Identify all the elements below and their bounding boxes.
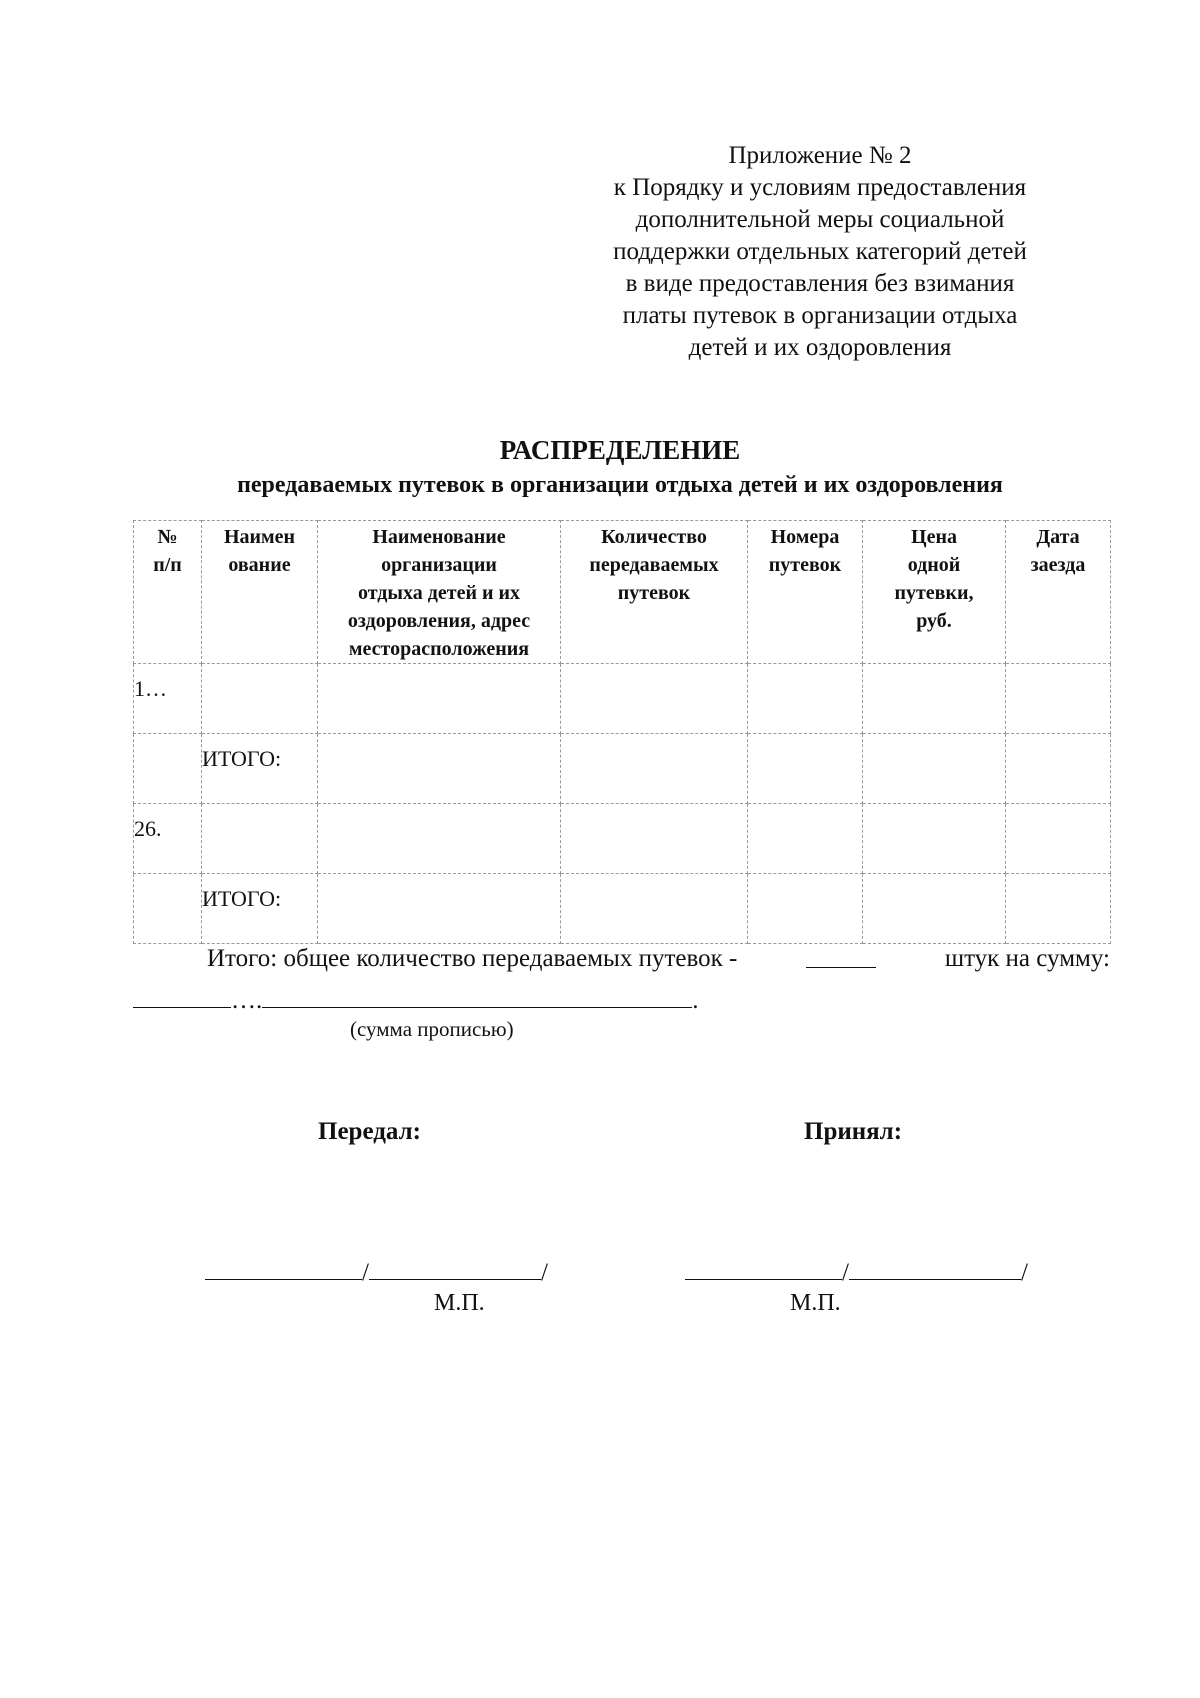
total-count-text: Итого: общее количество передаваемых путевок - xyxy=(207,945,738,972)
header-cell-organization xyxy=(318,521,561,664)
appendix-line: в виде предоставления без взимания xyxy=(625,270,1015,297)
total-count-blank xyxy=(806,945,876,968)
total-sum-text: штук на сумму: xyxy=(944,945,1110,972)
header-text: Наимен ование xyxy=(223,526,296,576)
appendix-line: поддержки отдельных категорий детей xyxy=(613,238,1027,265)
empty-cell xyxy=(748,664,863,734)
signature-separator: / xyxy=(362,1259,369,1286)
sum-dots: …. xyxy=(231,987,263,1014)
passed-by-heading: Передал: xyxy=(318,1118,421,1145)
empty-cell xyxy=(561,874,748,944)
signature-blank xyxy=(685,1257,842,1280)
empty-cell xyxy=(318,804,561,874)
header-text: Наименование организации отдыха детей и их оздоровления, адрес месторасположения xyxy=(347,526,531,660)
table-row xyxy=(134,664,1111,734)
empty-cell xyxy=(561,804,748,874)
empty-cell xyxy=(561,664,748,734)
header-cell-arrival-date xyxy=(1006,521,1111,664)
empty-cell xyxy=(1006,664,1111,734)
empty-cell xyxy=(863,734,1006,804)
table-row xyxy=(134,874,1111,944)
empty-cell xyxy=(1006,804,1111,874)
table-row xyxy=(134,804,1111,874)
empty-cell xyxy=(318,664,561,734)
header-cell-voucher-numbers xyxy=(748,521,863,664)
appendix-line: к Порядку и условиям предоставления xyxy=(613,174,1027,201)
sum-blank-short xyxy=(133,985,231,1008)
distribution-table xyxy=(133,520,1111,944)
header-cell-price xyxy=(863,521,1006,664)
empty-cell xyxy=(863,804,1006,874)
header-text: Номера путевок xyxy=(768,526,842,576)
empty-cell xyxy=(863,664,1006,734)
empty-cell xyxy=(748,874,863,944)
table-row xyxy=(134,734,1111,804)
row-name-cell xyxy=(202,804,318,874)
row-name-cell xyxy=(202,664,318,734)
sum-in-words-line xyxy=(133,985,699,1015)
signature-separator: / xyxy=(1020,1259,1028,1286)
empty-cell xyxy=(561,734,748,804)
signature-separator: / xyxy=(540,1259,548,1286)
passed-signature-line xyxy=(205,1257,548,1287)
appendix-line: платы путевок в организации отдыха xyxy=(622,302,1018,329)
sum-blank-long xyxy=(262,985,692,1008)
empty-cell xyxy=(748,734,863,804)
row-number-cell: 1… xyxy=(134,664,202,734)
received-signature-line xyxy=(685,1257,1028,1287)
header-text: Цена одной путевки, руб. xyxy=(894,526,974,632)
row-name-cell: ИТОГО: xyxy=(202,874,318,944)
appendix-line: дополнительной меры социальной xyxy=(635,206,1005,233)
row-number-cell xyxy=(134,734,202,804)
header-text: Дата заезда xyxy=(1030,526,1086,576)
document-title: РАСПРЕДЕЛЕНИЕ xyxy=(499,435,741,465)
header-text: № п/п xyxy=(153,526,182,576)
name-blank xyxy=(369,1257,541,1280)
empty-cell xyxy=(1006,734,1111,804)
empty-cell xyxy=(318,734,561,804)
empty-cell xyxy=(318,874,561,944)
row-number-cell xyxy=(134,874,202,944)
table-header-row xyxy=(134,521,1111,664)
appendix-line: детей и их оздоровления xyxy=(688,334,952,361)
received-by-heading: Принял: xyxy=(804,1118,903,1145)
appendix-block xyxy=(570,140,1070,364)
appendix-line: Приложение № 2 xyxy=(728,142,912,169)
total-line xyxy=(207,945,1110,973)
sum-in-words-caption: (сумма прописью) xyxy=(350,1017,514,1041)
name-blank xyxy=(849,1257,1021,1280)
row-name-cell: ИТОГО: xyxy=(202,734,318,804)
signature-separator: / xyxy=(842,1259,849,1286)
signature-blank xyxy=(205,1257,362,1280)
stamp-place-right: М.П. xyxy=(790,1290,841,1316)
document-subtitle: передаваемых путевок в организации отдыха детей и их оздоровления xyxy=(237,472,1003,498)
empty-cell xyxy=(863,874,1006,944)
header-cell-number xyxy=(134,521,202,664)
header-text: Количество передаваемых путевок xyxy=(589,526,719,604)
header-cell-quantity xyxy=(561,521,748,664)
sum-period: . xyxy=(692,987,699,1014)
row-number-cell: 26. xyxy=(134,804,202,874)
stamp-place-left: М.П. xyxy=(434,1290,485,1316)
header-cell-name xyxy=(202,521,318,664)
empty-cell xyxy=(748,804,863,874)
empty-cell xyxy=(1006,874,1111,944)
